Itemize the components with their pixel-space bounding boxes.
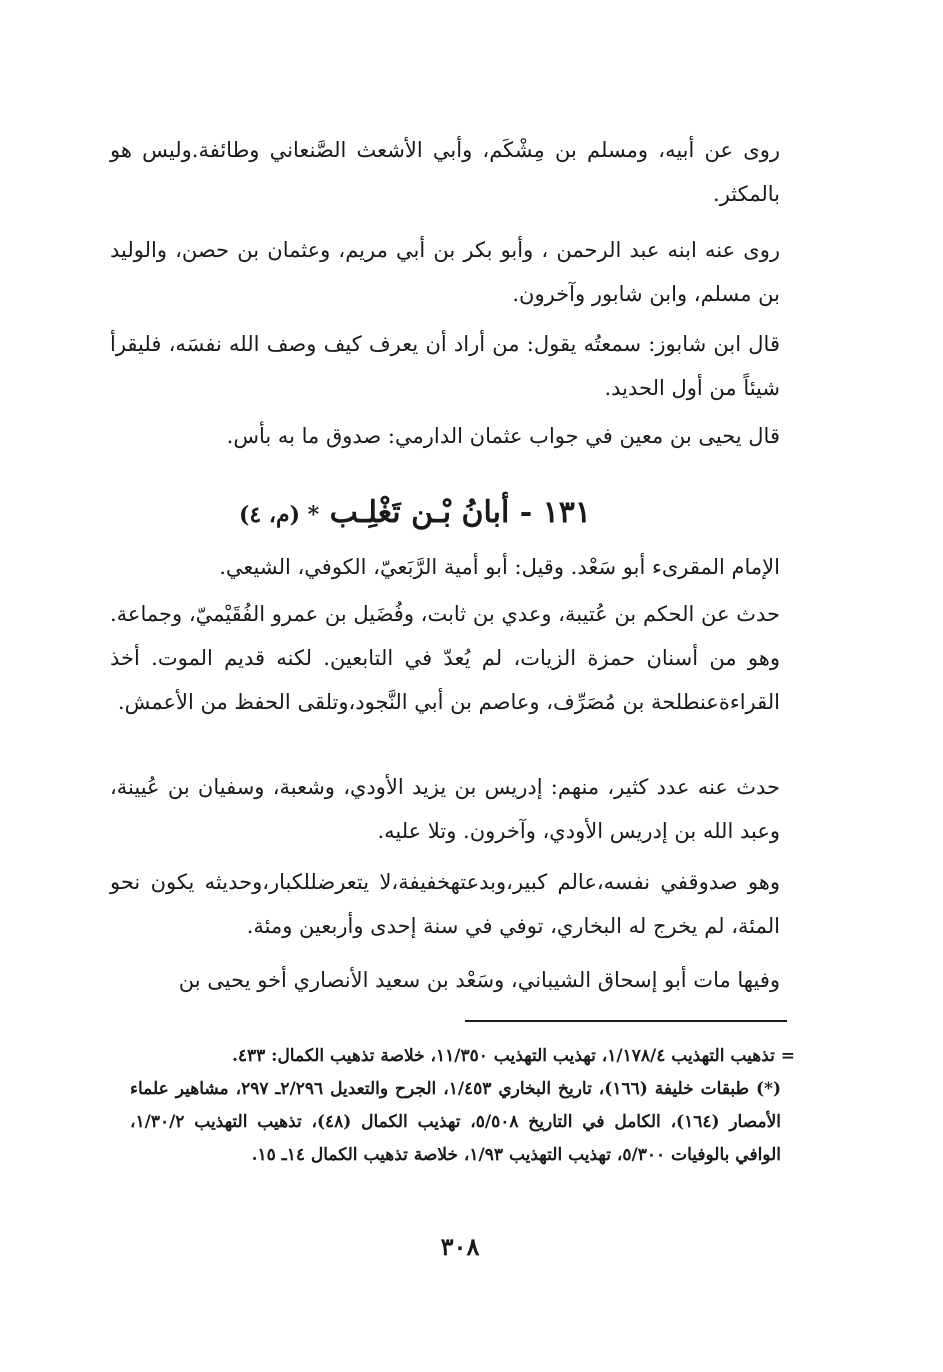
entry-symbol: * (م، ٤): [238, 502, 320, 528]
entry-heading: [150, 488, 680, 540]
footnote-continuation: = تذهيب التهذيب ١/١٧٨/٤، تهذيب التهذيب ١١/٣٥٠، خلاصة تذهيب الكمال: ٤٣٣.: [231, 1046, 795, 1066]
paragraph-narrators-to: روى عنه ابنه عبد الرحمن ، وأبو بكر بن أبي مريم، وعثمان بن حصن، والوليد بن مسلم، وابن شابور وآخرون.: [110, 238, 780, 306]
paragraph-aban-teachers: حدث عن الحكم بن عُتيبة، وعدي بن ثابت، وفُضَيل بن عمرو الفُقَيْميّ، وجماعة. وهو من أسنان حمزة الزيات، لم يُعدّ في التابعين. لكنه قديم الموت. أخذ القراءةعنطلحة بن مُصَرِّف، وعاصم بن أبي النَّجود،وتلقى الحفظ من الأعمش.: [110, 602, 780, 714]
paragraph-aban-intro: الإمام المقرىء أبو سَعْد. وقيل: أبو أمية الرَّبَعيّ، الكوفي، الشيعي.: [219, 555, 780, 579]
entry-title: ١٣١ - أبانُ بْـن تَغْلِـب: [329, 495, 592, 530]
page-number: ٣٠٨: [440, 1232, 480, 1261]
paragraph-ibn-shabur-quote: قال ابن شابوز: سمعتُه يقول: من أراد أن يعرف كيف وصف الله نفسَه، فليقرأ شيئاً من أول الحديد.: [110, 332, 780, 400]
paragraph-deaths-same-year: وفيها مات أبو إسحاق الشيباني، وسَعْد بن سعيد الأنصاري أخو يحيى بن: [178, 968, 780, 992]
footnote-sources: (*) طبقات خليفة (١٦٦)، تاريخ البخاري ١/٤٥٣، الجرح والتعديل ٢/٢٩٦ـ ٢٩٧، مشاهير علماء الأمصار (١٦٤)، الكامل في التاريخ ٥/٥٠٨، تهذيب الكمال (٤٨)، تذهيب التهذيب ١/٣٠/٢، الوافي بالوفيات ٥/٣٠٠، تهذيب التهذيب ١/٩٣، خلاصة تذهيب الكمال ١٤ـ ١٥.: [130, 1079, 781, 1165]
footnotes: [130, 1040, 795, 1172]
paragraph-ibn-main-verdict: قال يحيى بن معين في جواب عثمان الدارمي: صدوق ما به بأس.: [226, 424, 780, 448]
paragraph-narrators-from: روى عن أبيه، ومسلم بن مِشْكَم، وأبي الأشعث الصَّنعاني وطائفة.وليس هو بالمكثر.: [110, 138, 780, 206]
paragraph-aban-assessment: وهو صدوقفي نفسه،عالم كبير،وبدعتهخفيفة،لا يتعرضللكبار،وحديثه يكون نحو المئة، لم يخرج له البخاري، توفي في سنة إحدى وأربعين ومئة.: [110, 870, 780, 938]
footnote-divider: [465, 1020, 787, 1022]
paragraph-aban-students: حدث عنه عدد كثير، منهم: إدريس بن يزيد الأودي، وشعبة، وسفيان بن عُيينة، وعبد الله بن إدريس الأودي، وآخرون. وتلا عليه.: [110, 775, 780, 843]
